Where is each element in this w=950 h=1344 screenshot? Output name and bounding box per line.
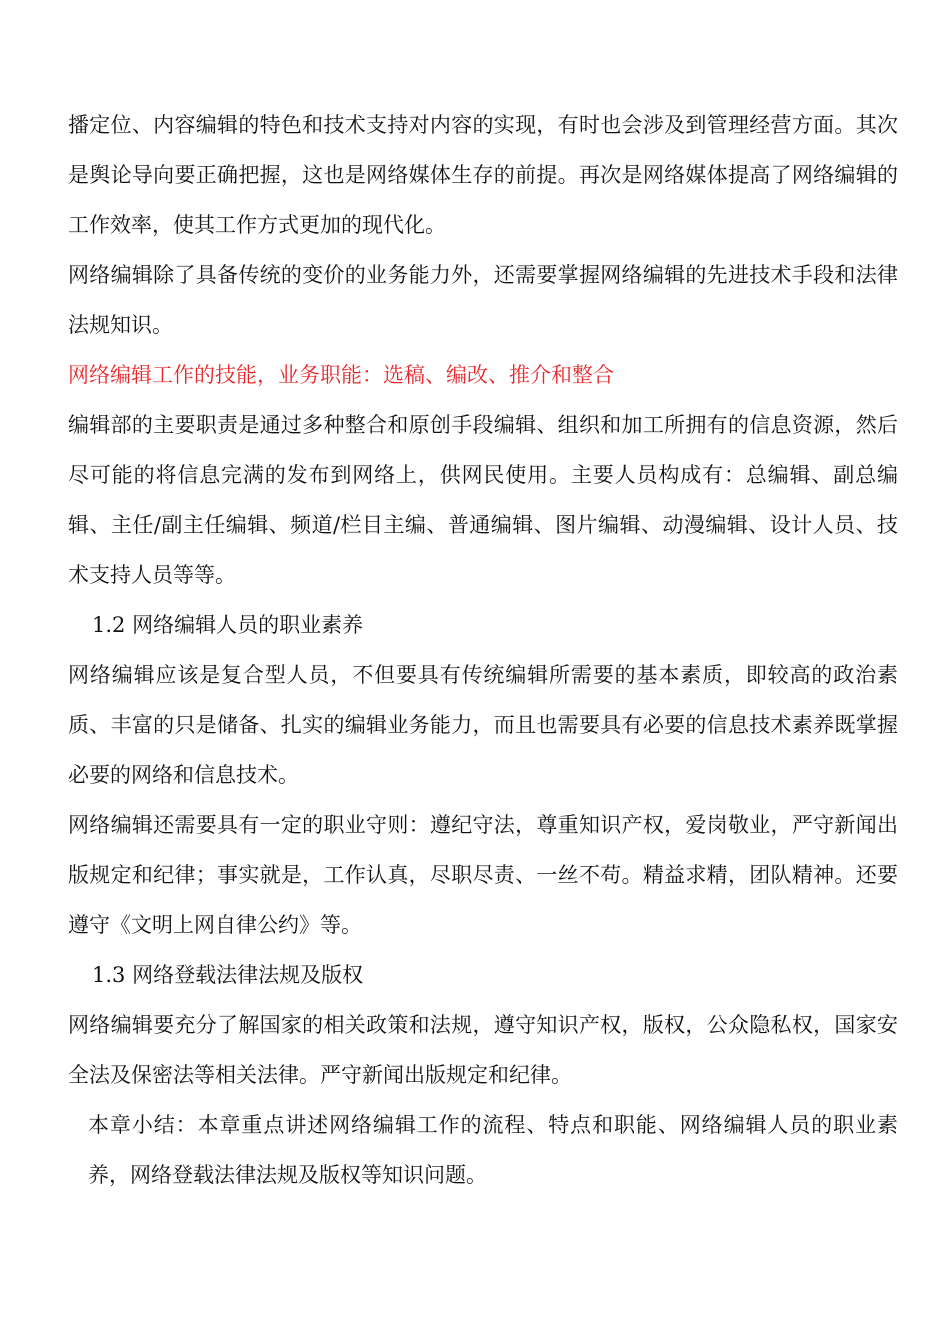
section-heading-1-3: 1.3 网络登载法律法规及版权 — [92, 963, 364, 987]
paragraph-skills-requirement: 网络编辑除了具备传统的变价的业务能力外，还需要掌握网络编辑的先进技术手段和法律法规知识。 — [68, 263, 898, 337]
paragraph-laws-copyright: 网络编辑要充分了解国家的相关政策和法规，遵守知识产权，版权，公众隐私权，国家安全法及保密法等相关法律。严守新闻出版规定和纪律。 — [68, 1013, 898, 1087]
section-heading-1-2: 1.2 网络编辑人员的职业素养 — [92, 613, 364, 637]
paragraph-editorial-department: 编辑部的主要职责是通过多种整合和原创手段编辑、组织和加工所拥有的信息资源，然后尽可能的将信息完满的发布到网络上，供网民使用。主要人员构成有：总编辑、副总编辑、主任/副主任编辑、频道/栏目主编、普通编辑、图片编辑、动漫编辑、设计人员、技术支持人员等等。 — [68, 413, 898, 587]
highlighted-subheading-business-functions: 网络编辑工作的技能，业务职能：选稿、编改、推介和整合 — [68, 363, 614, 387]
paragraph-intro-continued: 播定位、内容编辑的特色和技术支持对内容的实现，有时也会涉及到管理经营方面。其次是舆论导向要正确把握，这也是网络媒体生存的前提。再次是网络媒体提高了网络编辑的工作效率，使其工作方式更加的现代化。 — [68, 113, 898, 237]
chapter-summary: 本章小结：本章重点讲述网络编辑工作的流程、特点和职能、网络编辑人员的职业素养，网络登载法律法规及版权等知识问题。 — [88, 1113, 898, 1187]
document-body — [68, 100, 898, 1200]
paragraph-professional-quality: 网络编辑应该是复合型人员，不但要具有传统编辑所需要的基本素质，即较高的政治素质、丰富的只是储备、扎实的编辑业务能力，而且也需要具有必要的信息技术素养既掌握必要的网络和信息技术。 — [68, 663, 898, 787]
paragraph-professional-code: 网络编辑还需要具有一定的职业守则：遵纪守法，尊重知识产权，爱岗敬业，严守新闻出版规定和纪律；事实就是，工作认真，尽职尽责、一丝不苟。精益求精，团队精神。还要遵守《文明上网自律公约》等。 — [68, 813, 898, 937]
